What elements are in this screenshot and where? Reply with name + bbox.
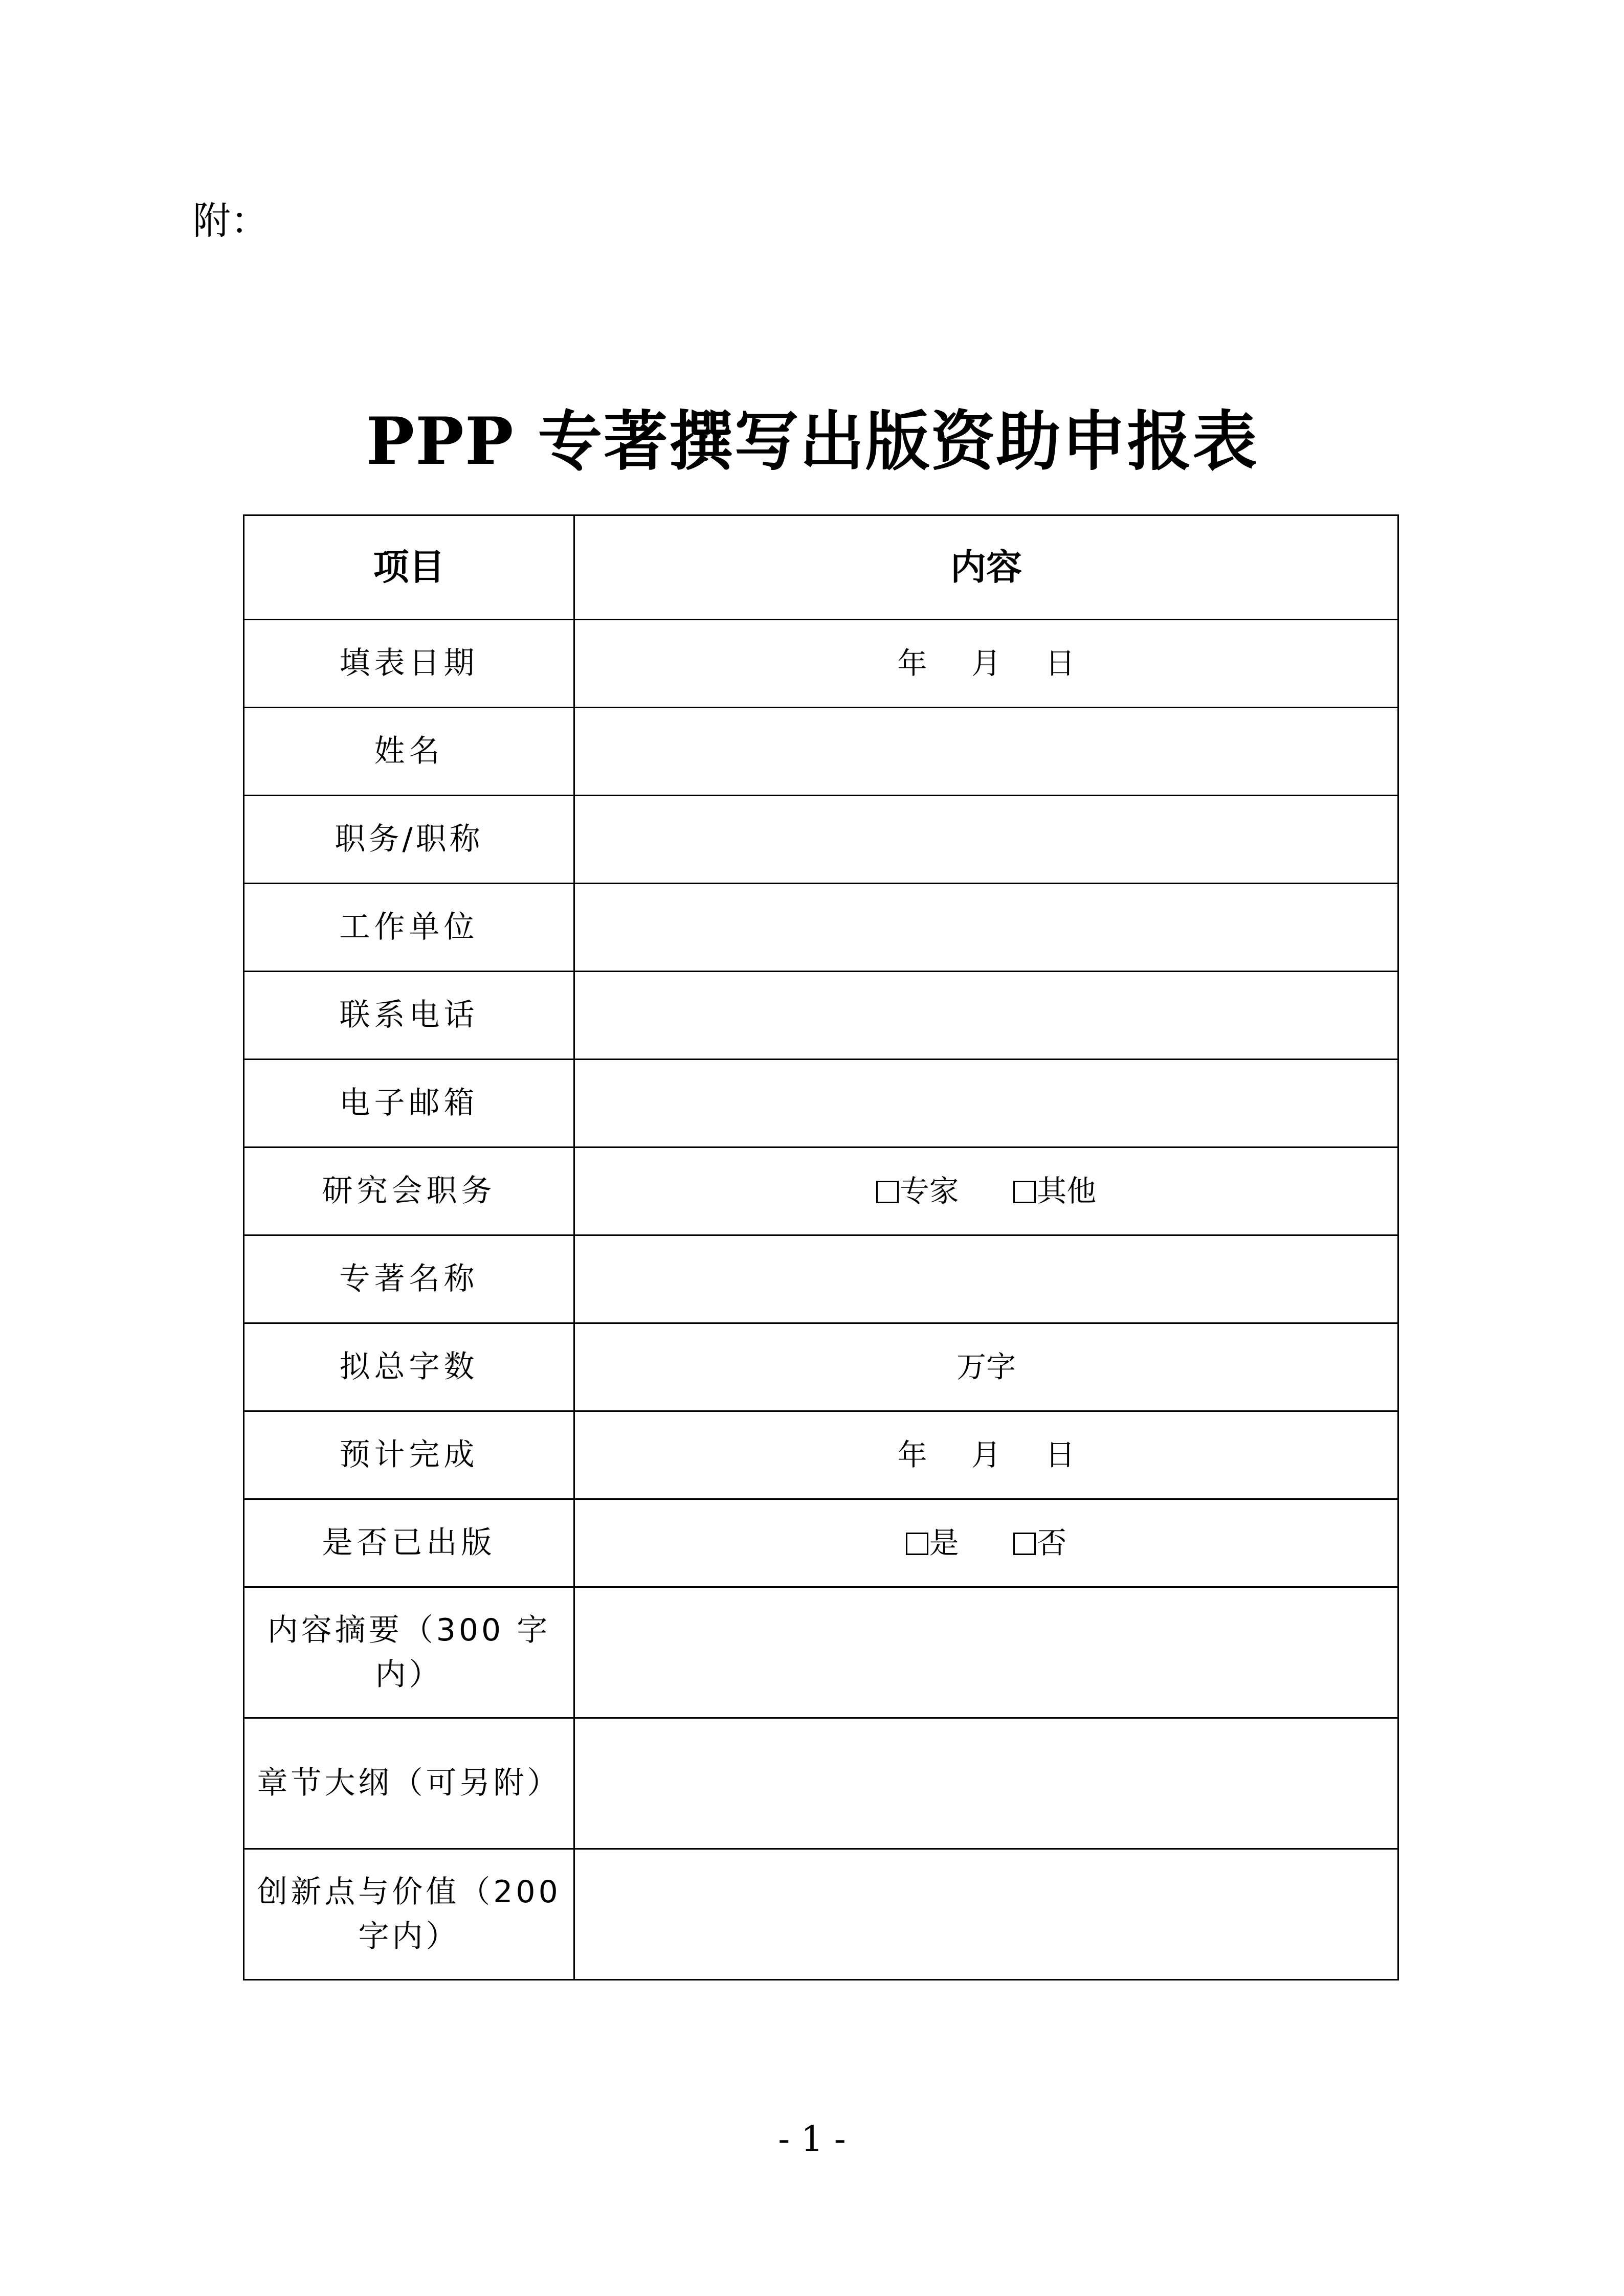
checkbox-icon[interactable] [1013,1181,1036,1203]
workplace-field[interactable] [574,884,1398,972]
word-count-unit: 万字 [956,1349,1016,1385]
table-row-word-count [244,1323,1398,1411]
checkbox-icon[interactable] [876,1181,899,1203]
checkbox-icon[interactable] [906,1533,928,1555]
table-row-innovation [244,1849,1398,1980]
outline-label: 章节大纲（可另附） [244,1718,574,1849]
table-row-phone [244,972,1398,1060]
published-label: 是否已出版 [244,1499,574,1587]
published-field [574,1499,1398,1587]
fill-date-year: 年 [897,646,927,681]
abstract-field[interactable] [574,1587,1398,1718]
society-role-label: 研究会职务 [244,1147,574,1235]
header-content: 内容 [574,515,1398,620]
table-row-email [244,1060,1398,1147]
expected-completion-field[interactable] [574,1411,1398,1499]
option-expert[interactable] [876,1169,959,1212]
table-row-fill-date [244,620,1398,708]
option-yes-label: 是 [929,1525,959,1561]
table-row-workplace [244,884,1398,972]
society-role-field [574,1147,1398,1235]
fill-date-day: 日 [1045,646,1075,681]
header-item: 项目 [244,515,574,620]
checkbox-icon[interactable] [1013,1533,1036,1555]
name-label: 姓名 [244,708,574,796]
outline-field[interactable] [574,1718,1398,1849]
option-no[interactable] [1013,1521,1066,1564]
table-row-name [244,708,1398,796]
table-row-expected-completion [244,1411,1398,1499]
table-row-position [244,796,1398,884]
email-label: 电子邮箱 [244,1060,574,1147]
document-title: PPP 专著撰写出版资助申报表 [366,403,1258,479]
page-number: - 1 - [778,2119,846,2159]
fill-date-label: 填表日期 [244,620,574,708]
option-expert-label: 专家 [899,1174,959,1209]
fill-date-month: 月 [971,646,1001,681]
phone-field[interactable] [574,972,1398,1060]
innovation-label: 创新点与价值（200 字内） [244,1849,574,1980]
word-count-field[interactable] [574,1323,1398,1411]
table-row-outline [244,1718,1398,1849]
option-other-label: 其他 [1037,1174,1097,1209]
email-field[interactable] [574,1060,1398,1147]
abstract-label: 内容摘要（300 字内） [244,1587,574,1718]
fill-date-field[interactable] [574,620,1398,708]
attachment-label: 附： [193,199,269,243]
option-no-label: 否 [1037,1525,1067,1561]
position-field[interactable] [574,796,1398,884]
completion-month: 月 [971,1437,1001,1473]
table-row-abstract [244,1587,1398,1718]
innovation-field[interactable] [574,1849,1398,1980]
application-form-table [243,514,1399,1980]
name-field[interactable] [574,708,1398,796]
table-row-society-role [244,1147,1398,1235]
book-title-label: 专著名称 [244,1235,574,1323]
table-header-row [244,515,1398,620]
book-title-field[interactable] [574,1235,1398,1323]
table-row-published [244,1499,1398,1587]
position-label: 职务/职称 [244,796,574,884]
word-count-label: 拟总字数 [244,1323,574,1411]
completion-year: 年 [897,1437,927,1473]
table-row-book-title [244,1235,1398,1323]
workplace-label: 工作单位 [244,884,574,972]
option-other[interactable] [1013,1169,1096,1212]
option-yes[interactable] [906,1521,959,1564]
expected-completion-label: 预计完成 [244,1411,574,1499]
phone-label: 联系电话 [244,972,574,1060]
completion-day: 日 [1045,1437,1075,1473]
